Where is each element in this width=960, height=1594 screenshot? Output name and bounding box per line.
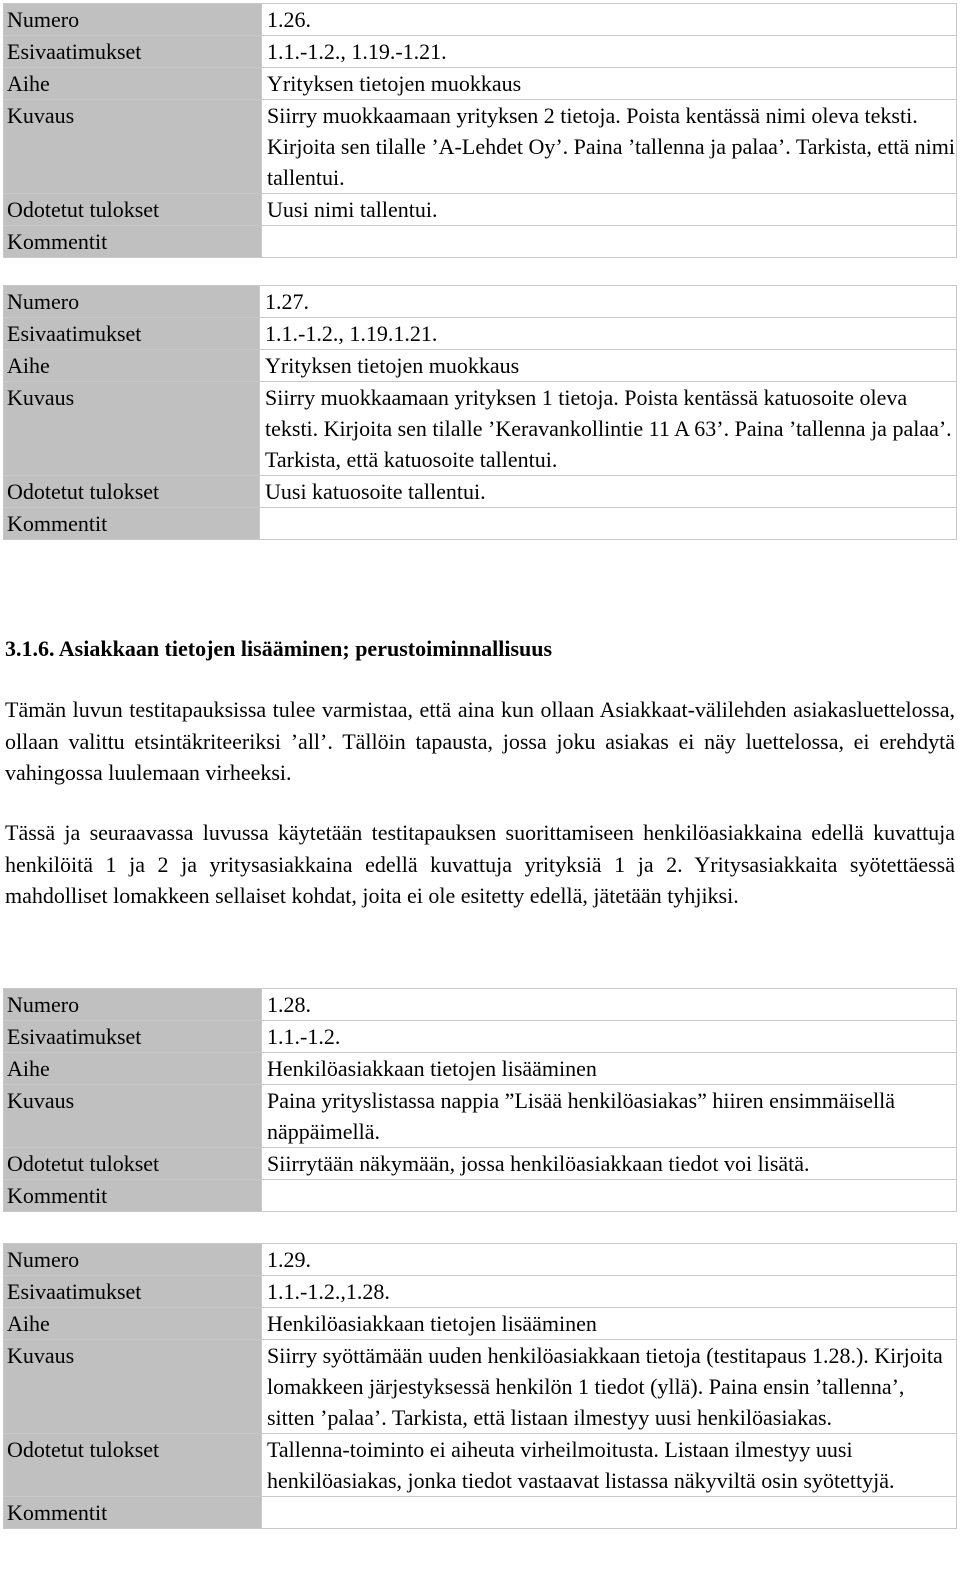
label-aihe: Aihe — [4, 1308, 262, 1340]
label-esivaatimukset: Esivaatimukset — [4, 318, 260, 350]
label-esivaatimukset: Esivaatimukset — [4, 1021, 262, 1053]
value-esivaatimukset: 1.1.-1.2.,1.28. — [262, 1276, 957, 1308]
row-kuvaus — [4, 382, 957, 476]
row-aihe — [4, 1308, 957, 1340]
label-numero: Numero — [4, 4, 262, 36]
label-kuvaus: Kuvaus — [4, 1085, 262, 1148]
label-odotetut: Odotetut tulokset — [4, 194, 262, 226]
label-numero: Numero — [4, 1244, 262, 1276]
value-numero: 1.28. — [262, 989, 957, 1021]
value-esivaatimukset: 1.1.-1.2. — [262, 1021, 957, 1053]
row-kommentit — [4, 1180, 957, 1212]
row-esivaatimukset — [4, 36, 957, 68]
label-numero: Numero — [4, 286, 260, 318]
row-kuvaus — [4, 1085, 957, 1148]
label-odotetut: Odotetut tulokset — [4, 1434, 262, 1497]
row-aihe — [4, 350, 957, 382]
row-aihe — [4, 1053, 957, 1085]
label-kuvaus: Kuvaus — [4, 100, 262, 194]
label-esivaatimukset: Esivaatimukset — [4, 1276, 262, 1308]
label-esivaatimukset: Esivaatimukset — [4, 36, 262, 68]
value-kuvaus: Paina yrityslistassa nappia ”Lisää henkilöasiakas” hiiren ensimmäisellä näppäimellä. — [262, 1085, 957, 1148]
section-paragraph: Tämän luvun testitapauksissa tulee varmistaa, että aina kun ollaan Asiakkaat-välilehden asiakasluettelossa, ollaan valittu etsintäkriteeriksi ’all’. Tällöin tapausta, jossa joku asiakas ei näy luettelossa, ei erehdytä vahingossa luulemaan virheeksi. — [5, 697, 955, 785]
row-numero — [4, 4, 957, 36]
value-kommentit — [262, 1497, 957, 1529]
row-numero — [4, 286, 957, 318]
value-numero: 1.26. — [262, 4, 957, 36]
value-kuvaus: Siirry syöttämään uuden henkilöasiakkaan tietoja (testitapaus 1.28.). Kirjoita lomakkeen järjestyksessä henkilön 1 tiedot (yllä). Paina ensin ’tallenna’, sitten ’palaa’. Tarkista, että listaan ilmestyy uusi henkilöasiakas. — [262, 1340, 957, 1434]
label-kommentit: Kommentit — [4, 1180, 262, 1212]
value-aihe: Yrityksen tietojen muokkaus — [262, 68, 957, 100]
row-kuvaus — [4, 1340, 957, 1434]
row-odotetut — [4, 476, 957, 508]
row-numero — [4, 989, 957, 1021]
row-esivaatimukset — [4, 1276, 957, 1308]
row-esivaatimukset — [4, 1021, 957, 1053]
value-aihe: Henkilöasiakkaan tietojen lisääminen — [262, 1308, 957, 1340]
label-kuvaus: Kuvaus — [4, 382, 260, 476]
value-odotetut: Tallenna-toiminto ei aiheuta virheilmoitusta. Listaan ilmestyy uusi henkilöasiakas, jonka tiedot vastaavat listassa näkyviltä osin syötettyjä. — [262, 1434, 957, 1497]
value-kommentit — [262, 226, 957, 258]
row-odotetut — [4, 194, 957, 226]
value-kommentit — [260, 508, 957, 540]
section-paragraph: Tässä ja seuraavassa luvussa käytetään testitapauksen suorittamiseen henkilöasiakkaina edellä kuvattuja henkilöitä 1 ja 2 ja yritysasiakkaina edellä kuvattuja yrityksiä 1 ja 2. Yritysasiakkaita syötettäessä mahdolliset lomakkeen sellaiset kohdat, joita ei ole esitetty edellä, jätetään tyhjiksi. — [5, 820, 955, 908]
section-heading: 3.1.6. Asiakkaan tietojen lisääminen; perustoiminnallisuus — [5, 636, 553, 661]
label-odotetut: Odotetut tulokset — [4, 476, 260, 508]
label-aihe: Aihe — [4, 68, 262, 100]
value-numero: 1.29. — [262, 1244, 957, 1276]
value-esivaatimukset: 1.1.-1.2., 1.19.-1.21. — [262, 36, 957, 68]
test-case-table — [3, 988, 957, 1212]
label-kuvaus: Kuvaus — [4, 1340, 262, 1434]
value-esivaatimukset: 1.1.-1.2., 1.19.1.21. — [260, 318, 957, 350]
label-aihe: Aihe — [4, 1053, 262, 1085]
test-case-table — [3, 285, 957, 540]
label-odotetut: Odotetut tulokset — [4, 1148, 262, 1180]
row-numero — [4, 1244, 957, 1276]
row-esivaatimukset — [4, 318, 957, 350]
value-numero: 1.27. — [260, 286, 957, 318]
row-kommentit — [4, 508, 957, 540]
label-kommentit: Kommentit — [4, 1497, 262, 1529]
row-odotetut — [4, 1148, 957, 1180]
label-aihe: Aihe — [4, 350, 260, 382]
row-odotetut — [4, 1434, 957, 1497]
row-kuvaus — [4, 100, 957, 194]
value-kommentit — [262, 1180, 957, 1212]
test-case-table — [3, 1243, 957, 1529]
label-kommentit: Kommentit — [4, 226, 262, 258]
row-aihe — [4, 68, 957, 100]
value-aihe: Yrityksen tietojen muokkaus — [260, 350, 957, 382]
value-kuvaus: Siirry muokkaamaan yrityksen 2 tietoja. Poista kentässä nimi oleva teksti. Kirjoita sen tilalle ’A-Lehdet Oy’. Paina ’tallenna ja palaa’. Tarkista, että nimi tallentui. — [262, 100, 957, 194]
test-case-table — [3, 3, 957, 258]
value-aihe: Henkilöasiakkaan tietojen lisääminen — [262, 1053, 957, 1085]
value-odotetut: Uusi nimi tallentui. — [262, 194, 957, 226]
value-odotetut: Uusi katuosoite tallentui. — [260, 476, 957, 508]
label-numero: Numero — [4, 989, 262, 1021]
label-kommentit: Kommentit — [4, 508, 260, 540]
row-kommentit — [4, 226, 957, 258]
value-kuvaus: Siirry muokkaamaan yrityksen 1 tietoja. Poista kentässä katuosoite oleva teksti. Kirjoita sen tilalle ’Keravankollintie 11 A 63’. Paina ’tallenna ja palaa’. Tarkista, että katuosoite tallentui. — [260, 382, 957, 476]
row-kommentit — [4, 1497, 957, 1529]
value-odotetut: Siirrytään näkymään, jossa henkilöasiakkaan tiedot voi lisätä. — [262, 1148, 957, 1180]
